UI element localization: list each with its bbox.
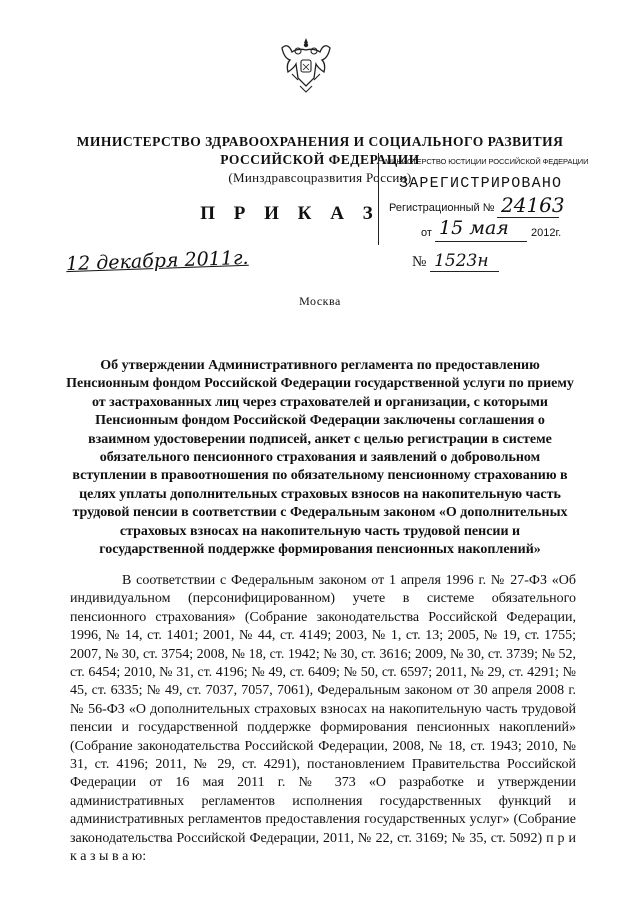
order-number [412, 251, 499, 271]
stamp-date: 15 мая [439, 217, 509, 239]
stamp-reg-number: 24163 [501, 193, 565, 217]
order-number-value: 1523н [430, 251, 498, 272]
stamp-ministry: МИНИСТЕРСТВО ЮСТИЦИИ РОССИЙСКОЙ ФЕДЕРАЦИИ [385, 157, 589, 166]
stamp-date-underline [435, 241, 527, 242]
ministry-abbreviation: (Минздравсоцразвития России) [228, 170, 412, 185]
order-number-label: № [412, 254, 427, 270]
order-title: Об утверждении Административного регламента по предоставлению Пенсионным фондом Российской Федерации государственной услуги по приему от застрахованных лиц через страхователей и организации, с которыми Пенсионным фондом Российской Федерации заключены соглашения о взаимном удостоверении подписей, анкет с целью регистрации в системе обязательного пенсионного страхования и заявлений о добровольном вступлении в правоотношения по обязательному пенсионному страхованию в целях уплаты дополнительных страховых взносов на накопительную часть трудовой пенсии в соответствии с Федеральным законом «О дополнительных страховых взносах на накопительную часть трудовой пенсии и государственной поддержке формирования пенсионных накоплений» [66, 358, 574, 558]
ministry-name-line1: МИНИСТЕРСТВО ЗДРАВООХРАНЕНИЯ И СОЦИАЛЬНОГО РАЗВИТИЯ [76, 134, 564, 149]
stamp-date-prefix: от [421, 227, 432, 239]
stamp-year: 2012г. [531, 227, 562, 239]
document-type-heading [0, 203, 640, 225]
document-type: П Р И К А З [200, 203, 380, 224]
city: Москва [299, 294, 341, 308]
order-body-paragraph: В соответствии с Федеральным законом от 1 апреля 1996 г. № 27-ФЗ «Об индивидуальном (персонифицированном) учете в системе обязательного пенсионного страхования» (Собрание законодательства Российской Федерации, 1996, № 14, ст. 1401; 2001, № 44, ст. 4149; 2003, № 1, ст. 13; 2005, № 19, ст. 1755; 2007, № 30, ст. 3754; 2008, № 18, ст. 1942; № 30, ст. 3616; 2009, № 30, ст. 3739; № 52, ст. 6454; 2010, № 31, ст. 4196; № 49, ст. 6409; № 50, ст. 6597; 2011, № 29, ст. 4291; № 45, ст. 6335; № 49, ст. 7037, 7057, 7061), Федеральным законом от 30 апреля 2008 г. № 56-ФЗ «О дополнительных страховых взносах на накопительную часть трудовой пенсии и государственной поддержке формирования пенсионных накоплений» (Собрание законодательства Российской Федерации, 2008, № 18, ст. 1943; 2010, № 31, ст. 4196; 2011, № 29, ст. 4291), постановлением Правительства Российской Федерации от 16 мая 2011 г. № 373 «О разработке и утверждении административных регламентов исполнения государственных функций и административных регламентов предоставления государственных услуг» (Собрание законодательства Российской Федерации, 2011, № 22, ст. 3169; № 35, ст. 5092) п р и к а з ы в а ю: [70, 573, 576, 865]
ministry-name-line2: РОССИЙСКОЙ ФЕДЕРАЦИИ [220, 152, 420, 167]
stamp-reg-label: Регистрационный № [389, 202, 495, 214]
stamp-registered: ЗАРЕГИСТРИРОВАНО [399, 175, 563, 192]
coat-of-arms-icon [278, 34, 334, 96]
registration-stamp [378, 153, 587, 245]
signing-date: 12 декабря 2011г. [65, 246, 249, 276]
